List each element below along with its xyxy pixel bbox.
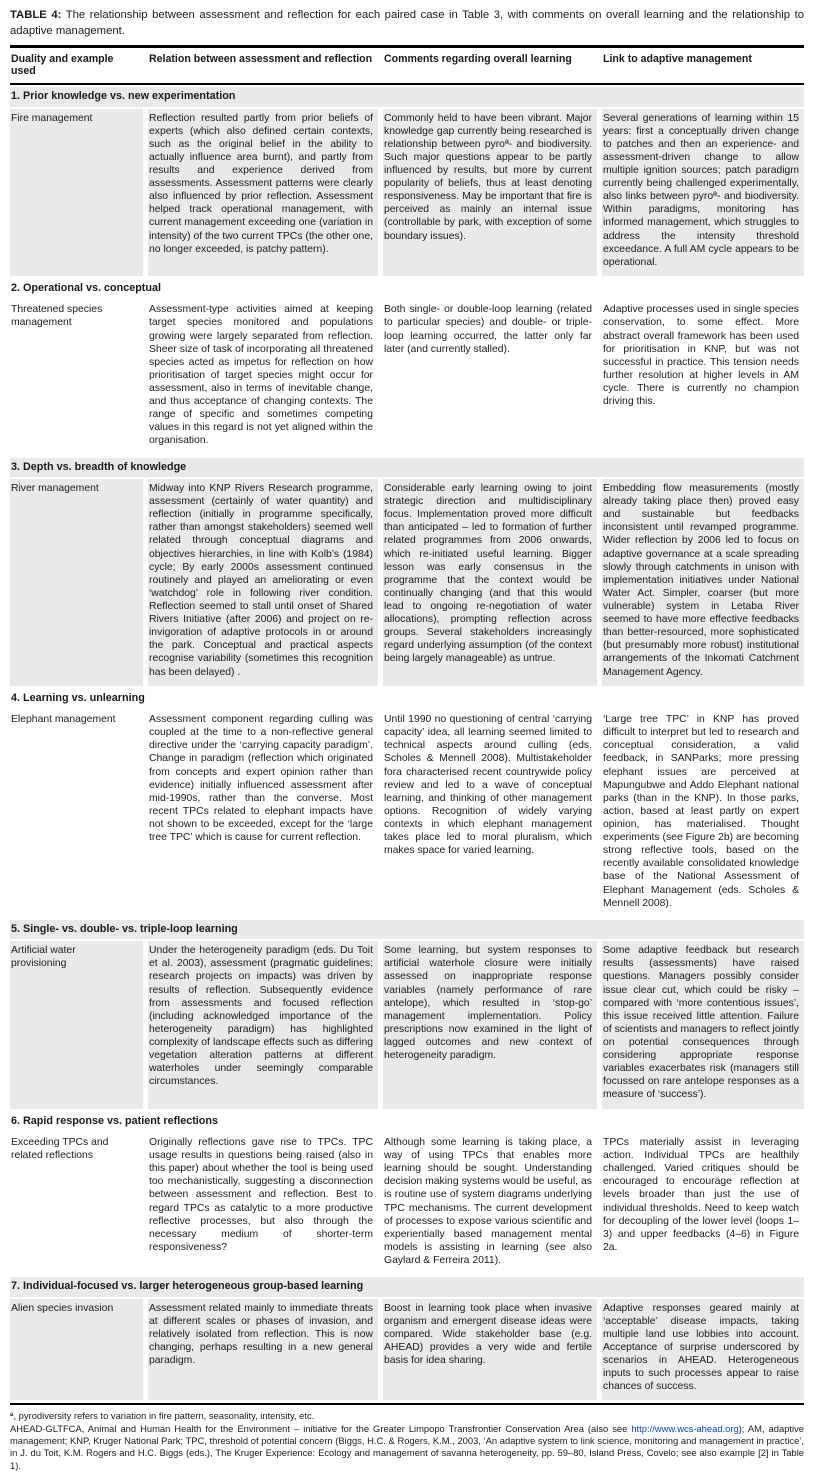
section-heading: 3. Depth vs. breadth of knowledge [10, 458, 804, 477]
table-footnotes [10, 1410, 804, 1471]
cell-example: Threatened species management [11, 304, 103, 329]
cell-relation: Reflection resulted partly from prior beliefs of experts (which also defined certain contexts, such as the original belief in the ability to actually influence area burnt), and partly from results and experience derived from assessments. Assessment patterns were clearly also influenced by prior reflection. Assessment helped track operational management, with current management exceeding one (variation in intensity) of the two current TPCs (the other one, no longer exceeded, is patchy pattern). [148, 109, 378, 276]
cell-comments: Both single- or double-loop learning (related to particular species) and double- or triple-loop learning occurred, the latter only far later (and currently stalled). [384, 304, 592, 355]
cell-relation: Under the heterogeneity paradigm (eds. Du Toit et al. 2003), assessment (pragmatic guidelines; research projects on impacts) was driven by results of reflection. Subsequently evidence from assessments and focused reflection (including acknowledged importance of the heterogeneity paradigm) has highlighted complexity of landscape effects such as differing vegetation alteration patterns at different waterholes under seemingly comparable circumstances. [148, 941, 378, 1108]
cell-example: Alien species invasion [10, 1299, 143, 1401]
cell-link-am: ‘Large tree TPC’ in KNP has proved difficult to interpret but led to research and conceptual consideration, a valid feedback, in SANParks; more pressing elephant issues are perceived at Mapungubwe and Addo Elephant national parks (than in the KNP). In those parks, action, based at least partly on expert opinion, has materialised. Thought experiments (see Figure 2b) are becoming strong reflective tools, based on the recently available consolidated knowledge base of the National Assessment of Elephant Management (eds. Scholes & Mennell 2008). [603, 714, 799, 909]
table-caption-text: The relationship between assessment and reflection for each paired case in Table 3, with comments on overall learning and the relationship to adaptive management. [10, 9, 804, 37]
section-operational-conceptual [10, 279, 804, 455]
footnote-abbrev-text-after: ); AM, adaptive management; KNP, Kruger National Park; TPC, threshold of potential concern (Biggs, H.C. & Rogers, K.M., 2003, ‘An adaptive system to link science, monitoring and management in practice’, in J. du Toit, K.M. Rogers and H.C. Biggs (eds.), The Kruger Experience: Ecology and management of savanna heterogeneity, pp. 59–80, Island Press, Covelo; see also example [2] in Table 1). [10, 1423, 805, 1471]
table-body [10, 87, 804, 1405]
table-row [10, 300, 804, 454]
cell-link-am: Embedding flow measurements (mostly already taking place then) proved easy and sustainable but feedbacks inconsistent until revamped programme. Wider reflection by 2006 led to focus on adaptive governance at a scale spreading slowly through catchments in unison with implementation initiatives under National Water Act. Simpler, coarser (but more vulnerable) system in Letaba River seemed to have more effective feedbacks than better-resourced, more sophisticated (but presumably more robust) institutional arrangements of the Inkomati Catchment Management Agency. [602, 479, 804, 686]
cell-comments: Some learning, but system responses to artificial waterhole closure were initially assessed on inappropriate response variables (namely performance of rare antelope), which resulted in ‘stop-go’ management implementation. Policy prescriptions now examined in the light of lagged outcomes and new context of heterogeneity paradigm. [383, 941, 597, 1108]
table-row [10, 1133, 804, 1274]
cell-comments: Boost in learning took place when invasive organism and emergent disease ideas were compared. Wide stakeholder base (e.g. AHEAD) provides a very wide and fertile basis for idea sharing. [383, 1299, 597, 1401]
footnote-marker: ª, [10, 1410, 17, 1422]
section-heading: 7. Individual-focused vs. larger heterogeneous group-based learning [10, 1277, 804, 1296]
cell-link-am: TPCs materially assist in leveraging action. Individual TPCs are healthily challenged. Varied critiques should be encouraged to encourage reflection at levels broader than just the use of individual thresholds. Need to keep watch for decoupling of the lower level (loops 1–3) and upper feedbacks (4–6) in Figure 2a. [603, 1137, 799, 1253]
cell-example: Elephant management [11, 714, 116, 726]
cell-link-am: Some adaptive feedback but research results (assessments) have raised questions. Managers possibly consider issue clear cut, which could be risky – compared with ‘more contentious issues’, this issue received little attention. Failure of scientists and managers to reflect jointly on potential consequences through considering appropriate response variables exacerbates risk (managers still focussed on rare antelope responses as a measure of ‘success’). [602, 941, 804, 1108]
table-row [10, 479, 804, 686]
section-heading: 1. Prior knowledge vs. new experimentation [10, 87, 804, 106]
cell-comments: Although some learning is taking place, a way of using TPCs that enables more learning should be sought. Understanding decision making systems would be useful, as is routine use of system diagrams underlying TPC mechanisms. The current development of processes to expose various scientific and experientially based management mental models is assisting in learning (see also Gaylard & Ferreira 2011). [384, 1137, 592, 1267]
section-learning-unlearning [10, 689, 804, 917]
section-prior-knowledge [10, 87, 804, 276]
cell-relation: Assessment related mainly to immediate threats at different scales or phases of invasion, and relatively isolated from reflection. This is now changing, perhaps resulting in a new general paradigm. [148, 1299, 378, 1401]
table-row [10, 710, 804, 917]
cell-example: Artificial water provisioning [10, 941, 143, 1108]
wcs-ahead-link[interactable]: http://www.wcs-ahead.org [631, 1423, 739, 1435]
table-row [10, 1299, 804, 1401]
section-loop-learning [10, 920, 804, 1109]
cell-comments: Until 1990 no questioning of central ‘carrying capacity’ idea, all learning seemed limited to technical aspects around culling (eds. Scholes & Mennell 2008). Multistakeholder fora characterised recent countrywide policy review and led to a wave of conceptual learning, and thinking of other management options. Recognition of widely varying contexts in which elephant management takes place led to moral pluralism, which makes space for varied learning. [384, 714, 592, 857]
footnote-abbreviations [10, 1423, 804, 1471]
column-header-link: Link to adaptive management [603, 52, 752, 65]
footnote-pyrodiversity-text: pyrodiversity refers to variation in fire pattern, seasonality, intensity, etc. [16, 1410, 315, 1422]
column-header-duality: Duality and example used [11, 52, 114, 78]
column-header-comments: Comments regarding overall learning [384, 52, 572, 65]
cell-link-am: Several generations of learning within 15 years: first a conceptually driven change to patches and then an experience- and assessment-driven change to allow multiple ignition sources; patch paradigm currently being challenged experimentally, also links between pyroª- and biodiversity. Within paradigms, monitoring has informed management, which struggles to address the intensity threshold exceedance. A full AM cycle appears to be operational. [602, 109, 804, 276]
cell-link-am: Adaptive processes used in single species conservation, to some effect. More abstract overall framework has been used for prioritisation in KNP, but was not successful in practice. This tension needs further resolution at higher levels in AM cycle. There is currently no champion driving this. [603, 304, 799, 408]
cell-comments: Commonly held to have been vibrant. Major knowledge gap currently being researched is relationship between pyroª- and biodiversity. Such major questions appear to be partly influenced by results, but more by current popularity of beliefs, thus at least denoting responsiveness. May be important that fire is perceived as mainly an internal issue (controllable by park, with exception of some boundary issues). [383, 109, 597, 276]
table-caption [10, 8, 804, 40]
cell-relation: Originally reflections gave rise to TPCs. TPC usage results in questions being raised (also in this paper) about whether the tool is being used too mechanistically, suggesting a disconnection between assessment and reflection. Best to regard TPCs as catalytic to a more productive reflective processes, but also through the necessary medium of shorter-term responsiveness? [149, 1137, 373, 1253]
cell-relation: Assessment-type activities aimed at keeping target species monitored and populations growing were largely separated from reflection. Sheer size of task of incorporating all threatened species acted as impetus for reflection on how prioritisation of target species might occur for assessment, also in terms of inevitable change, and thus acceptance of changing contexts. The range of specific and sometimes competing values in this regard is not yet aligned within the organisation. [149, 304, 373, 447]
section-depth-breadth [10, 458, 804, 686]
column-header-relation: Relation between assessment and reflection [149, 52, 373, 65]
section-rapid-patient [10, 1112, 804, 1275]
section-individual-group [10, 1277, 804, 1400]
cell-link-am: Adaptive responses geared mainly at ‘acceptable’ disease impacts, taking multiple land use lobbies into account. Acceptance of surprise underscored by scenarios in AHEAD. Heterogeneous inputs to such processes appear to raise chances of success. [602, 1299, 804, 1401]
footnote-pyrodiversity [10, 1410, 804, 1422]
cell-example: Exceeding TPCs and related reflections [11, 1137, 109, 1162]
cell-relation: Midway into KNP Rivers Research programme, assessment (certainly of water quantity) and reflection (initially in programme specifically, rather than amongst stakeholders) seemed well related through conceptual diagrams and objectives hierarchies, in line with Kolb’s (1984) cycle; By early 2000s assessment continued routinely and played an ameliorating or even ‘watchdog’ role in following river condition. Reflection seemed to stall until onset of Shared Rivers Initiative (after 2006) and project on re-invigoration of adaptive protocols in or around the park. Conceptual and practical aspects recognise variability (sometimes this recognition has been delayed) . [148, 479, 378, 686]
table-row [10, 109, 804, 276]
cell-example: Fire management [10, 109, 143, 276]
table-caption-label: TABLE 4: [10, 9, 62, 21]
table-header-row [10, 45, 804, 85]
footnote-abbrev-text-before: AHEAD-GLTFCA, Animal and Human Health for the Environment – initiative for the Greater Limpopo Transfrontier Conservation Area (also see [10, 1423, 632, 1435]
section-heading: 4. Learning vs. unlearning [11, 691, 145, 704]
table-row [10, 941, 804, 1108]
section-heading: 6. Rapid response vs. patient reflections [11, 1114, 219, 1127]
section-heading: 2. Operational vs. conceptual [11, 281, 162, 294]
section-heading: 5. Single- vs. double- vs. triple-loop learning [10, 920, 804, 939]
table-bottom-rule [10, 1403, 804, 1405]
cell-example: River management [10, 479, 143, 686]
cell-relation: Assessment component regarding culling was coupled at the time to a non-reflective general directive under the ‘carrying capacity paradigm’. Change in paradigm (reflection which originated from concepts and expert opinion rather than evidence) initially influenced assessment after mid-1990s, rather than the converse. Most recent TPCs related to elephant impacts have not shown to be exceeded, except for the ‘large tree TPC’ which is cause for current reflection. [149, 714, 373, 844]
cell-comments: Considerable early learning owing to joint strategic direction and multidisciplinary focus. Implementation proved more difficult than anticipated – led to formation of further related programmes from 2006 onwards, which re-initiated useful learning. Bigger lesson was early consensus in the programme that the context would be continually changing (and that this would lead to ongoing re-negotiation of water allocations), prompting reflection across groups. Several stakeholders increasingly regard underlying assumption (of the context being largely manageable) as untrue. [383, 479, 597, 686]
